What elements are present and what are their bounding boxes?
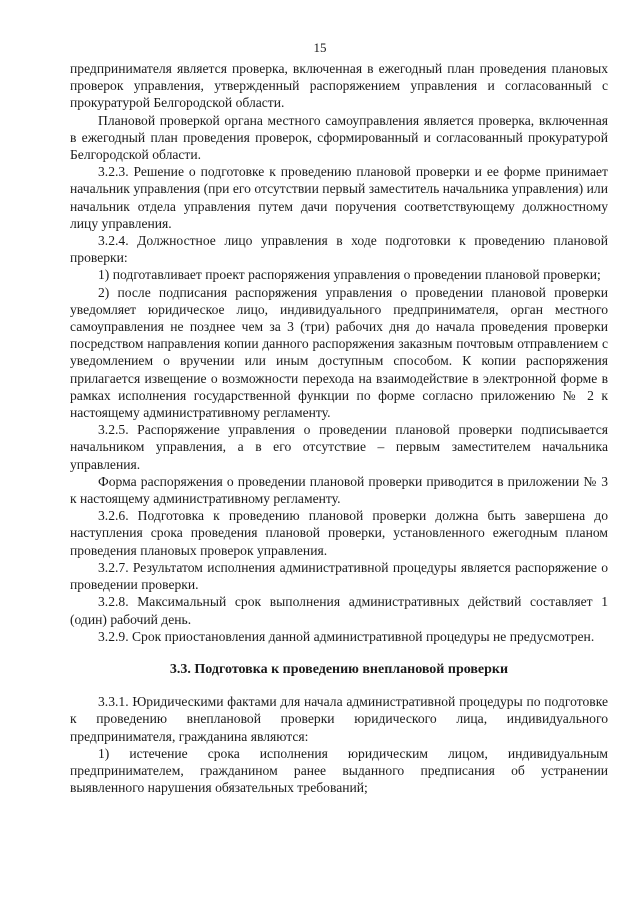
paragraph: 3.2.4. Должностное лицо управления в ходе подготовки к проведению плановой проверки:: [70, 233, 608, 266]
paragraph: 3.2.6. Подготовка к проведению плановой проверки должна быть завершена до наступления срока проведения плановой проверки, установленного ежегодным планом проведения плановых проверок управления.: [70, 508, 608, 558]
page-number: 15: [313, 40, 327, 55]
section-heading: 3.3. Подготовка к проведению внеплановой проверки: [169, 661, 509, 677]
paragraph: 3.2.9. Срок приостановления данной административной процедуры не предусмотрен.: [98, 628, 595, 644]
paragraph: предпринимателя является проверка, включенная в ежегодный план проведения плановых проверок управления, утвержденный распоряжением управления и согласованный с прокуратурой Белгородской области.: [70, 61, 608, 111]
paragraph: 3.2.3. Решение о подготовке к проведению плановой проверки и ее форме принимает начальник управления (при его отсутствии первый заместитель начальника управления) или начальник отдела управления путем дачи поручения соответствующему должностному лицу управления.: [70, 164, 608, 231]
paragraph: 3.3.1. Юридическими фактами для начала административной процедуры по подготовке к проведению внеплановой проверки юридического лица, индивидуального предпринимателя, гражданина являются:: [70, 694, 608, 744]
list-item: 1) подготавливает проект распоряжения управления о проведении плановой проверки;: [98, 267, 601, 283]
paragraph: 3.2.8. Максимальный срок выполнения административных действий составляет 1 (один) рабочий день.: [70, 594, 608, 627]
paragraph: 3.2.7. Результатом исполнения административной процедуры является распоряжение о проведении проверки.: [70, 559, 608, 593]
document-body: [70, 60, 608, 796]
paragraph: Форма распоряжения о проведении плановой проверки приводится в приложении № 3 к настоящему административному регламенту.: [70, 473, 608, 507]
list-item: 1) истечение срока исполнения юридическим лицом, индивидуальным предпринимателем, гражданином ранее выданного предписания об устранении выявленного нарушения обязательных требований;: [70, 745, 608, 796]
paragraph: Плановой проверкой органа местного самоуправления является проверка, включенная в ежегодный план проведения проверок, сформированный и согласованный прокуратурой Белгородской области.: [70, 112, 608, 163]
list-item: 2) после подписания распоряжения управления о проведении плановой проверки уведомляет юридическое лицо, индивидуального предпринимателя, орган местного самоуправления не позднее чем за 3 (три) рабочих дня до начала проведения проверки посредством направления копии данного распоряжения заказным почтовым отправлением с уведомлением о вручении или иным доступным способом. К копии распоряжения прилагается извещение о возможности перехода на взаимодействие в электронной форме в рамках исполнения государственной функции по форме согласно приложению № 2 к настоящему административному регламенту.: [70, 284, 608, 421]
paragraph: 3.2.5. Распоряжение управления о проведении плановой проверки подписывается начальником управления, а в его отсутствие – первым заместителем начальника управления.: [70, 422, 608, 472]
